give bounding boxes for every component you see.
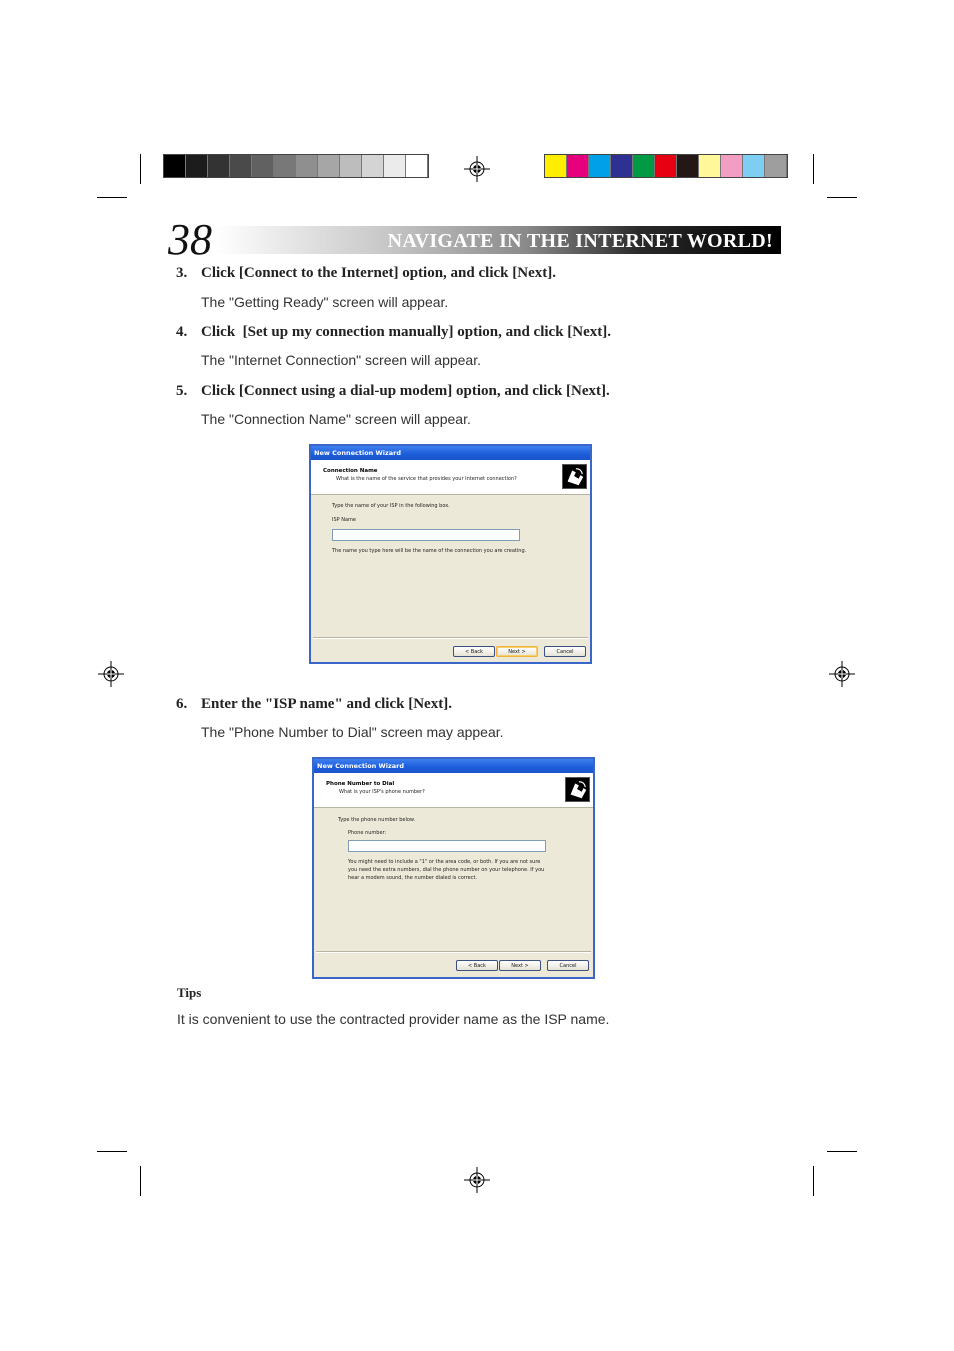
- crop-mark: [97, 197, 127, 198]
- wizard-heading: Connection Name: [323, 468, 378, 474]
- isp-name-input[interactable]: [332, 529, 520, 541]
- color-swatch: [655, 155, 677, 177]
- color-swatch: [699, 155, 721, 177]
- registration-mark-icon: [464, 1167, 490, 1193]
- wizard-subheading: What is your ISP's phone number?: [339, 789, 425, 795]
- color-swatch: [252, 155, 274, 177]
- step-result: The "Connection Name" screen will appear.: [201, 411, 471, 427]
- dialog-title-bar: New Connection Wizard: [314, 759, 593, 773]
- next-button[interactable]: Next >: [496, 646, 538, 657]
- back-button[interactable]: < Back: [456, 960, 498, 971]
- connection-name-dialog: [309, 444, 592, 664]
- divider: [313, 637, 588, 639]
- section-title-band: [214, 226, 781, 254]
- grayscale-calibration-bar: [163, 154, 429, 178]
- crop-mark: [827, 1151, 857, 1152]
- color-swatch: [721, 155, 743, 177]
- registration-mark-icon: [464, 156, 490, 182]
- step-5: 5. Click [Connect using a dial-up modem] option, and click [Next].: [176, 383, 610, 399]
- hint-text: The name you type here will be the name of the connection you are creating.: [332, 548, 527, 554]
- phone-icon: [562, 464, 587, 489]
- color-swatch: [318, 155, 340, 177]
- color-swatch: [545, 155, 567, 177]
- color-swatch: [230, 155, 252, 177]
- color-swatch: [765, 155, 787, 177]
- color-swatch: [296, 155, 318, 177]
- section-title: NAVIGATE IN THE INTERNET WORLD!: [387, 230, 773, 252]
- tips-text: It is convenient to use the contracted provider name as the ISP name.: [177, 1011, 610, 1027]
- wizard-header: [311, 460, 590, 495]
- step-result: The "Phone Number to Dial" screen may appear.: [201, 724, 504, 740]
- color-swatch: [677, 155, 699, 177]
- color-calibration-bar: [544, 154, 788, 178]
- next-button[interactable]: Next >: [499, 960, 541, 971]
- color-swatch: [406, 155, 428, 177]
- color-swatch: [743, 155, 765, 177]
- step-instruction: Click [Connect to the Internet] option, and click [Next].: [201, 265, 556, 281]
- hint-line: you need the extra numbers, dial the phone number on your telephone. If you: [348, 867, 545, 873]
- color-swatch: [589, 155, 611, 177]
- color-swatch: [611, 155, 633, 177]
- crop-mark: [827, 197, 857, 198]
- cancel-button[interactable]: Cancel: [547, 960, 589, 971]
- step-result: The "Internet Connection" screen will appear.: [201, 352, 481, 368]
- registration-mark-icon: [98, 661, 124, 687]
- color-swatch: [340, 155, 362, 177]
- step-instruction: Enter the "ISP name" and click [Next].: [201, 696, 452, 712]
- step-6: 6. Enter the "ISP name" and click [Next].: [176, 696, 452, 712]
- crop-mark: [813, 1166, 814, 1196]
- page-number: 38: [168, 215, 212, 264]
- crop-mark: [813, 154, 814, 184]
- back-button[interactable]: < Back: [453, 646, 495, 657]
- step-instruction: Click [Connect using a dial-up modem] option, and click [Next].: [201, 383, 610, 399]
- color-swatch: [164, 155, 186, 177]
- color-swatch: [633, 155, 655, 177]
- prompt-text: Type the phone number below.: [338, 817, 416, 823]
- prompt-text: Type the name of your ISP in the following box.: [332, 503, 450, 509]
- color-swatch: [274, 155, 296, 177]
- wizard-header: [314, 773, 593, 808]
- crop-mark: [97, 1151, 127, 1152]
- crop-mark: [140, 154, 141, 184]
- crop-mark: [140, 1166, 141, 1196]
- registration-mark-icon: [829, 661, 855, 687]
- wizard-subheading: What is the name of the service that provides your Internet connection?: [336, 476, 517, 482]
- step-result: The "Getting Ready" screen will appear.: [201, 294, 449, 310]
- hint-line: hear a modem sound, the number dialed is correct.: [348, 875, 478, 881]
- phone-number-input[interactable]: [348, 840, 546, 852]
- tips-heading: Tips: [177, 985, 202, 1000]
- color-swatch: [186, 155, 208, 177]
- color-swatch: [384, 155, 406, 177]
- step-instruction: Click [Set up my connection manually] option, and click [Next].: [201, 324, 612, 340]
- phone-number-dialog: [312, 757, 595, 979]
- wizard-heading: Phone Number to Dial: [326, 781, 395, 787]
- color-swatch: [208, 155, 230, 177]
- step-3: 3. Click [Connect to the Internet] option, and click [Next].: [176, 265, 556, 281]
- dialog-title-bar: New Connection Wizard: [311, 446, 590, 460]
- divider: [316, 951, 591, 953]
- cancel-button[interactable]: Cancel: [544, 646, 586, 657]
- isp-name-label: ISP Name: [332, 517, 357, 523]
- phone-number-label: Phone number:: [348, 830, 387, 836]
- color-swatch: [362, 155, 384, 177]
- step-4: 4. Click [Set up my connection manually] option, and click [Next].: [176, 324, 612, 340]
- color-swatch: [567, 155, 589, 177]
- phone-icon: [565, 777, 590, 802]
- hint-line: You might need to include a "1" or the area code, or both. If you are not sure: [348, 859, 541, 865]
